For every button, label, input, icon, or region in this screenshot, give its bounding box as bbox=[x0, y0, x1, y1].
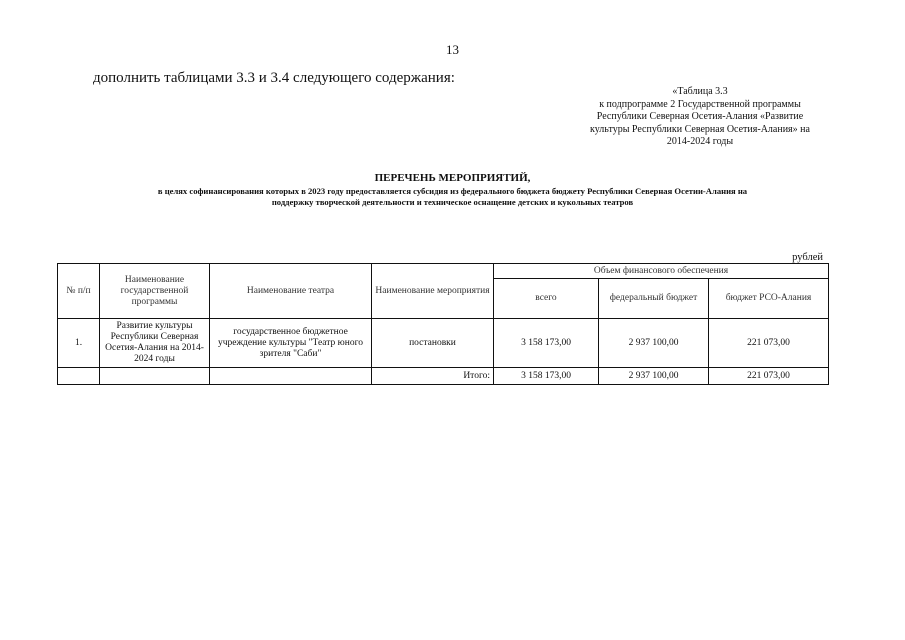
document-subtitle bbox=[40, 186, 865, 208]
subtitle-line: в целях софинансирования которых в 2023 году предоставляется субсидия из федерального бюджета бюджету Республики Северная Осетии-Алания на bbox=[157, 186, 748, 196]
table-caption bbox=[575, 86, 825, 149]
header-total: всего bbox=[494, 279, 599, 319]
header-theatre: Наименование театра bbox=[210, 264, 372, 319]
header-program: Наименование государственной программы bbox=[100, 264, 210, 319]
cell-total: 3 158 173,00 bbox=[494, 319, 599, 368]
caption-line: Республики Северная Осетия-Алания «Развитие bbox=[596, 111, 804, 122]
intro-text: дополнить таблицами 3.3 и 3.4 следующего содержания: bbox=[93, 70, 455, 86]
caption-line: к подпрограмме 2 Государственной программы bbox=[599, 98, 801, 110]
cell-event: постановки bbox=[372, 319, 494, 368]
cell-num: 1. bbox=[58, 319, 100, 368]
caption-line: культуры Республики Северная Осетия-Алания» на bbox=[590, 123, 810, 135]
cell-federal: 2 937 100,00 bbox=[599, 319, 709, 368]
header-event: Наименование мероприятия bbox=[372, 264, 494, 319]
header-funding-group: Объем финансового обеспечения bbox=[494, 264, 829, 279]
total-regional: 221 073,00 bbox=[709, 368, 829, 385]
total-sum: 3 158 173,00 bbox=[494, 368, 599, 385]
cell-empty bbox=[58, 368, 100, 385]
page-number: 13 bbox=[446, 42, 459, 57]
header-regional: бюджет РСО-Алания bbox=[709, 279, 829, 319]
caption-line: 2014-2024 годы bbox=[666, 136, 734, 147]
table-header-row bbox=[58, 264, 829, 279]
total-federal: 2 937 100,00 bbox=[599, 368, 709, 385]
units-label: рублей bbox=[792, 252, 823, 263]
subtitle-line: поддержку творческой деятельности и техническое оснащение детских и кукольных театров bbox=[271, 197, 634, 207]
cell-theatre: государственное бюджетное учреждение культуры "Театр юного зрителя "Саби" bbox=[210, 319, 372, 368]
cell-empty bbox=[210, 368, 372, 385]
header-num: № п/п bbox=[58, 264, 100, 319]
events-table bbox=[57, 263, 829, 385]
header-federal: федеральный бюджет bbox=[599, 279, 709, 319]
table-row bbox=[58, 319, 829, 368]
table-total-row bbox=[58, 368, 829, 385]
cell-program: Развитие культуры Республики Северная Осетия-Алания на 2014-2024 годы bbox=[100, 319, 210, 368]
document-title: ПЕРЕЧЕНЬ МЕРОПРИЯТИЙ, bbox=[374, 172, 531, 184]
cell-empty bbox=[100, 368, 210, 385]
total-label: Итого: bbox=[372, 368, 494, 385]
cell-regional: 221 073,00 bbox=[709, 319, 829, 368]
caption-line: «Таблица 3.3 bbox=[672, 86, 728, 97]
